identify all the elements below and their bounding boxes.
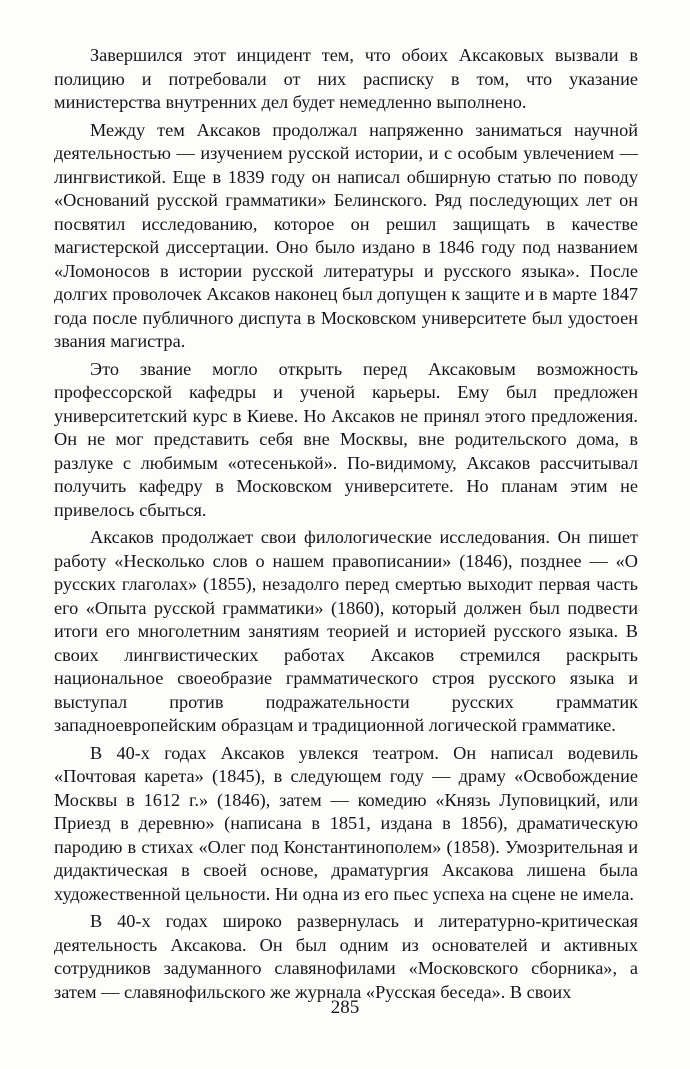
paragraph-3: Это звание могло открыть перед Аксаковым возможность профессорской кафедры и ученой карьеры. Ему был предложен университетский курс в Киеве. Но Аксаков не принял этого предложения. Он не мог представить себя вне Москвы, вне родительского дома, в разлуке с любимым «отесенькой». По-видимому, Аксаков рассчитывал получить кафедру в Московском университете. Но планам этим не привелось сбыться. [54, 358, 638, 520]
paragraph-2: Между тем Аксаков продолжал напряженно заниматься научной деятельностью — изучением русской истории, и с особым увлечением — лингвистикой. Еще в 1839 году он написал обширную статью по поводу «Оснований русской грамматики» Белинского. Ряд последующих лет он посвятил исследованию, которое он решил защищать в качестве магистерской диссертации. Оно было издано в 1846 году под названием «Ломоносов в истории русской литературы и русского языка». После долгих проволочек Аксаков наконец был допущен к защите и в марте 1847 года после публичного диспута в Московском университете был удостоен звания магистра. [54, 119, 638, 351]
page-number: 285 [330, 997, 360, 1018]
paragraph-1: Завершился этот инцидент тем, что обоих Аксаковых вызвали в полицию и потребовали от них расписку в том, что указание министерства внутренних дел будет немедленно выполнено. [54, 45, 638, 112]
paragraph-6: В 40-х годах широко развернулась и литературно-критическая деятельность Аксакова. Он был одним из основателей и активных сотрудников задуманного славянофилами «Московского сборника», а затем — славянофильского же журнала «Русская беседа». В своих [54, 911, 638, 1002]
paragraph-4: Аксаков продолжает свои филологические исследования. Он пишет работу «Несколько слов о нашем правописании» (1846), позднее — «О русских глаголах» (1855), незадолго перед смертью выходит первая часть его «Опыта русской грамматики» (1860), который должен был подвести итоги его многолетним занятиям теорией и историей русского языка. В своих лингвистических работах Аксаков стремился раскрыть национальное своеобразие грамматического строя русского языка и выступал против подражательности русских грамматик западноевропейским образцам и традиционной логической грамматике. [54, 527, 638, 735]
body-text [54, 44, 638, 1008]
paragraph-5: В 40-х годах Аксаков увлекся театром. Он написал водевиль «Почтовая карета» (1845), в следующем году — драму «Освобождение Москвы в 1612 г.» (1846), затем — комедию «Князь Луповицкий, или Приезд в деревню» (написана в 1851, издана в 1856), драматическую пародию в стихах «Олег под Константинополем» (1858). Умозрительная и дидактическая в своей основе, драматургия Аксакова лишена была художественной цельности. Ни одна из его пьес успеха на сцене не имела. [54, 742, 638, 904]
